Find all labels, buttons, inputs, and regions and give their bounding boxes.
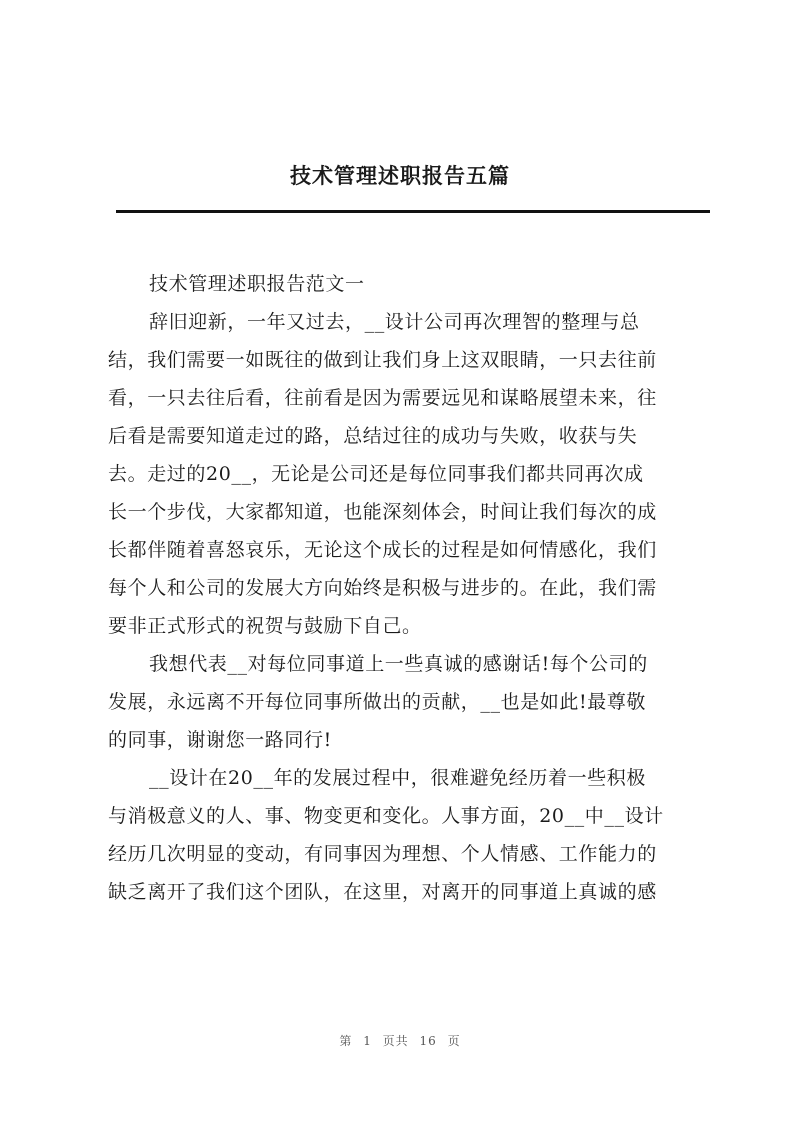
- document-body: [108, 265, 712, 911]
- paragraph-line: 发展，永远离不开每位同事所做出的贡献，__也是如此!最尊敬: [108, 691, 647, 713]
- paragraph-line: 辞旧迎新，一年又过去，__设计公司再次理智的整理与总: [149, 311, 640, 333]
- paragraph-line: __设计在20__年的发展过程中，很难避免经历着一些积极: [149, 767, 646, 789]
- paragraph-line: 长一个步伐，大家都知道，也能深刻体会，时间让我们每次的成: [108, 501, 657, 523]
- paragraph-line: 看，一只去往后看，往前看是因为需要远见和谋略展望未来，往: [108, 387, 657, 409]
- paragraph-line: 结，我们需要一如既往的做到让我们身上这双眼睛，一只去往前: [108, 349, 657, 371]
- paragraph-line: 要非正式形式的祝贺与鼓励下自己。: [108, 615, 422, 637]
- paragraph-line: 与消极意义的人、事、物变更和变化。人事方面，20__中__设计: [108, 805, 664, 827]
- paragraph-line: 长都伴随着喜怒哀乐，无论这个成长的过程是如何情感化，我们: [108, 539, 657, 561]
- paragraph-line: 我想代表__对每位同事道上一些真诚的感谢话!每个公司的: [149, 653, 648, 675]
- paragraph-line: 每个人和公司的发展大方向始终是积极与进步的。在此，我们需: [108, 577, 657, 599]
- document-title: 技术管理述职报告五篇: [290, 164, 510, 188]
- paragraph-line: 经历几次明显的变动，有同事因为理想、个人情感、工作能力的: [108, 843, 657, 865]
- title-underline: [116, 210, 710, 213]
- paragraph-line: 后看是需要知道走过的路，总结过往的成功与失败，收获与失: [108, 425, 638, 447]
- paragraph-line: 缺乏离开了我们这个团队，在这里，对离开的同事道上真诚的感: [108, 881, 657, 903]
- page-number: 第 1 页共 16 页: [339, 1034, 461, 1048]
- paragraph-line: 的同事，谢谢您一路同行!: [108, 729, 332, 751]
- paragraph-line: 去。走过的20__，无论是公司还是每位同事我们都共同再次成: [108, 463, 644, 485]
- section-heading: 技术管理述职报告范文一: [149, 273, 365, 295]
